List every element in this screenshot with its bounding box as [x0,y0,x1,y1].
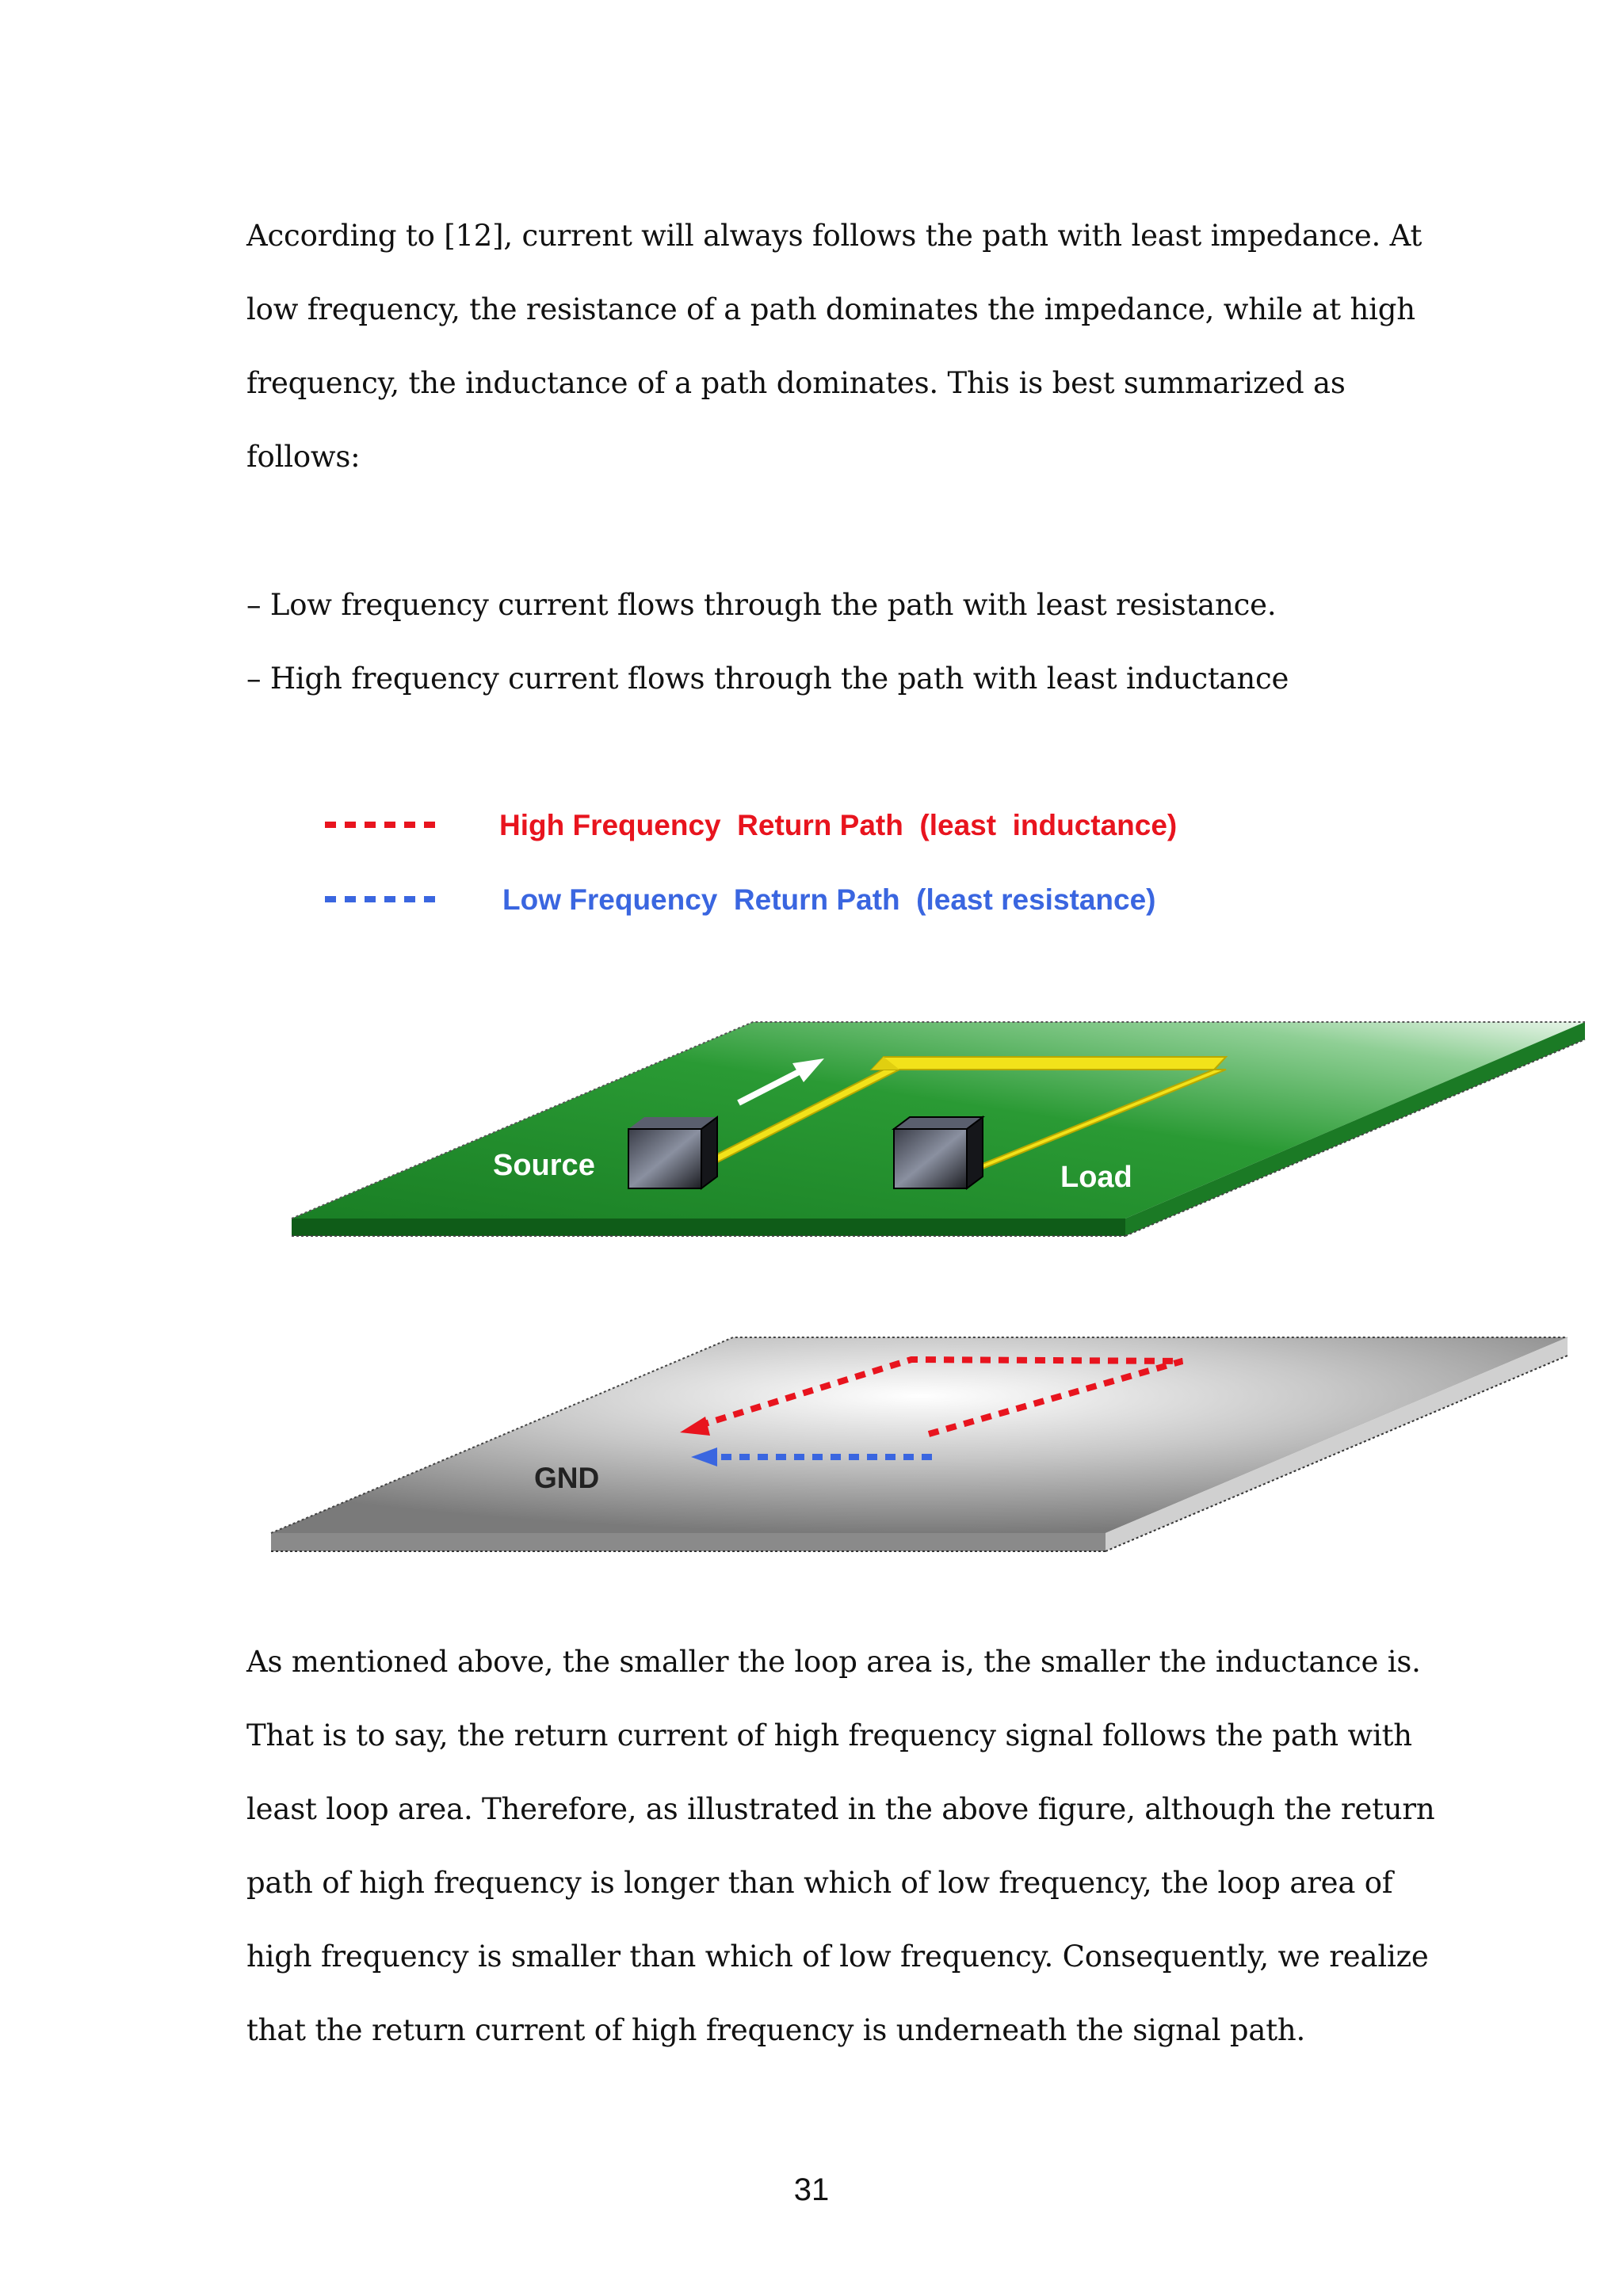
load-chip [894,1117,983,1188]
text-line: path of high frequency is longer than which of low frequency, the loop area of [246,1866,1393,1900]
text-line: As mentioned above, the smaller the loop area is, the smaller the inductance is. [246,1645,1421,1679]
ground-plane [271,1337,1568,1551]
load-label: Load [1060,1161,1132,1194]
text-line: that the return current of high frequency is underneath the signal path. [246,2013,1306,2047]
text-line: follows: [246,440,361,474]
text-line: According to [12], current will always follows the path with least impedance. At [246,219,1423,253]
source-chip [628,1117,717,1188]
gnd-label: GND [534,1462,600,1494]
text-line: high frequency is smaller than which of low frequency. Consequently, we realize [246,1939,1429,1974]
text-line: frequency, the inductance of a path dominates. This is best summarized as [246,366,1346,400]
legend-low-frequency-label: Low Frequency Return Path (least resistance) [502,883,1156,916]
source-label: Source [493,1149,595,1182]
page-number: 31 [793,2172,830,2207]
text-line: That is to say, the return current of high frequency signal follows the path with [246,1718,1412,1753]
text-line: least loop area. Therefore, as illustrated in the above figure, although the return [246,1792,1435,1826]
legend [325,809,1177,916]
pcb-board [292,1022,1585,1236]
legend-high-frequency-label: High Frequency Return Path (least inductance) [499,809,1178,841]
bullet-low-frequency: – Low frequency current flows through the path with least resistance. [246,588,1277,622]
return-path-figure [0,769,1623,1577]
bullet-high-frequency: – High frequency current flows through the path with least inductance [246,662,1289,696]
text-line: low frequency, the resistance of a path dominates the impedance, while at high [246,292,1415,326]
